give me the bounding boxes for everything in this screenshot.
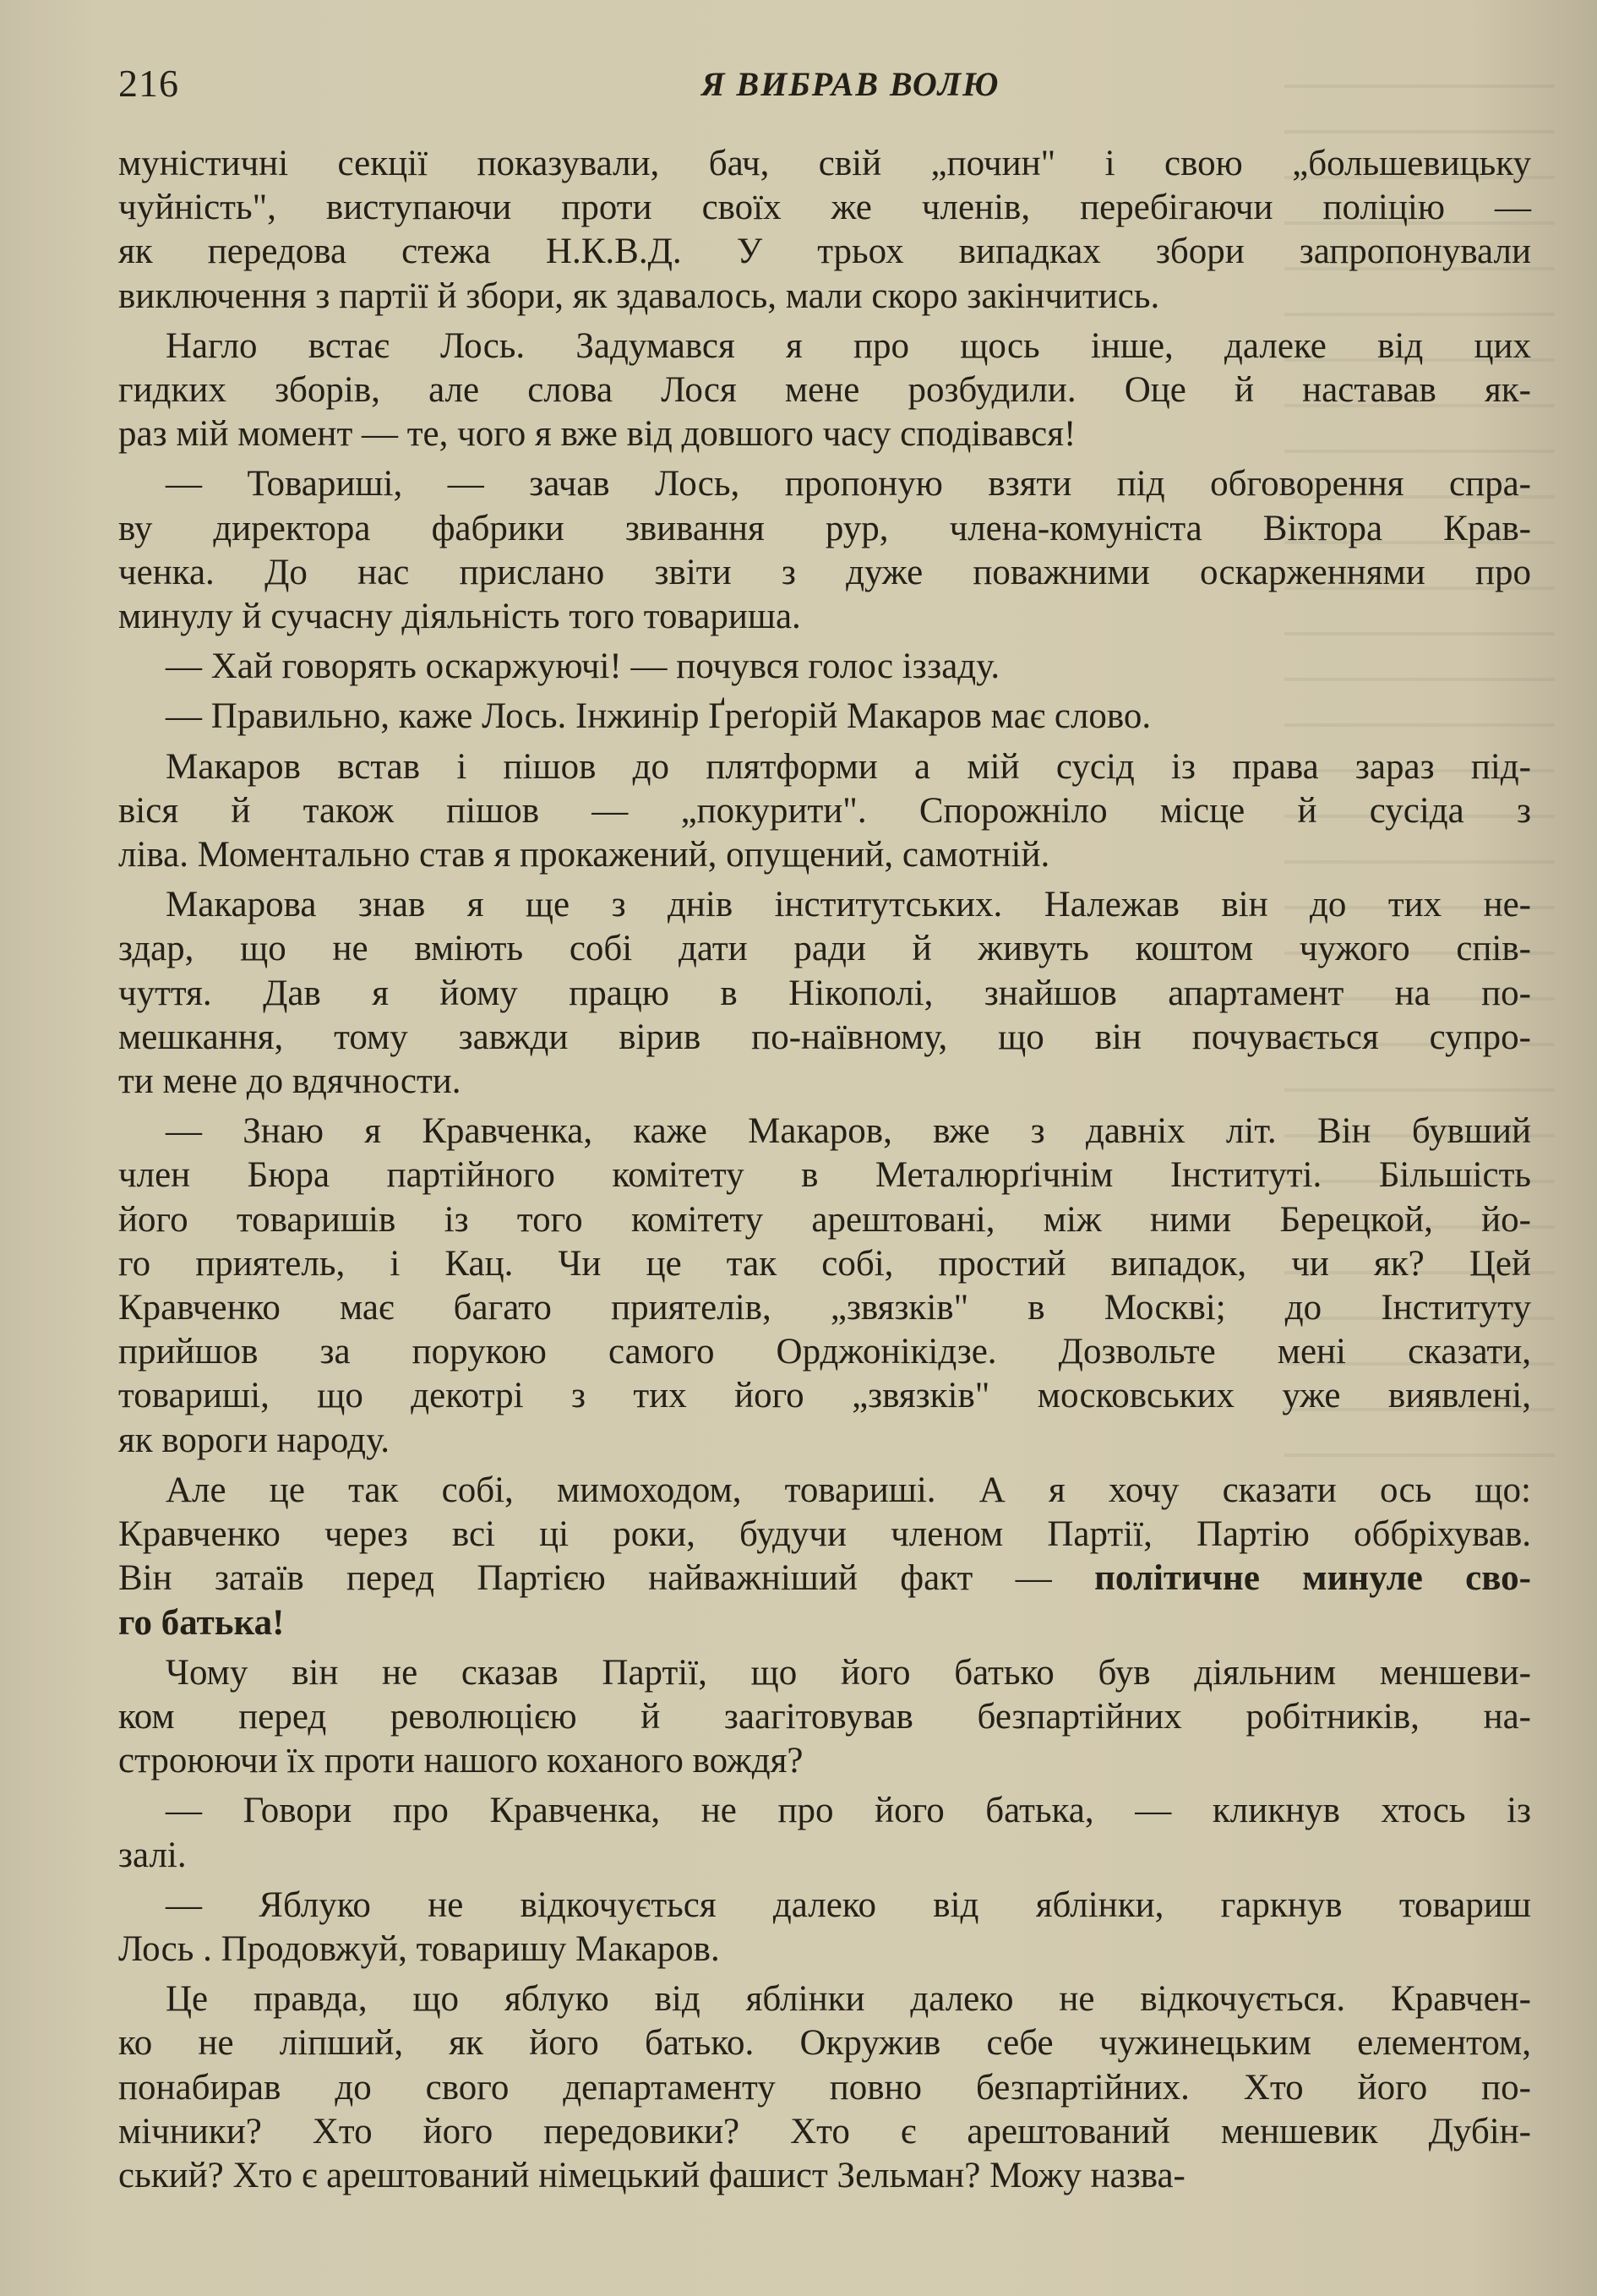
text-line: Це правда, що яблуко від яблінки далеко не відкочується. Кравчен- [166, 1979, 1531, 2020]
text-line: ко не ліпший, як його батько. Окружив себе чужинецьким елементом, [118, 2023, 1531, 2064]
text-line: — Товариші, — зачав Лось, пропоную взяти під обговорення спра- [166, 464, 1531, 504]
paragraph [118, 645, 1531, 689]
text-line: ський? Хто є арештований німецький фашист Зельман? Можу назва- [118, 2155, 1185, 2195]
text-line: чуйність", виступаючи проти своїх же членів, перебігаючи поліцію — [118, 188, 1531, 228]
text-line: Але це так собі, мимоходом, товариші. А я хочу сказати ось що: [166, 1470, 1531, 1510]
text-line: Макарова знав я ще з днів інститутських. Належав він до тих не- [166, 885, 1531, 925]
paragraph [118, 324, 1531, 457]
text-line: віся й також пішов — „покурити". Спорожніло місце й сусіда з [118, 790, 1531, 831]
text-line: здар, що не вміють собі дати ради й живуть коштом чужого спів- [118, 929, 1531, 969]
text-line: раз мій момент — те, чого я вже від довшого часу сподівався! [118, 414, 1076, 455]
text-line: Чому він не сказав Партії, що його батько був діяльним меншеви- [166, 1652, 1531, 1693]
text-line: ком перед революцією й заагітовував безпартійних робітників, на- [118, 1696, 1531, 1737]
text-line: мешкання, тому завжди вірив по-наївному, що він почувається супро- [118, 1017, 1531, 1057]
paragraph [118, 695, 1531, 739]
paragraph [118, 462, 1531, 639]
text-line: Макаров встав і пішов до плятформи а мій сусід із права зараз під- [166, 746, 1531, 787]
text-line: го батька! [118, 1602, 285, 1643]
text-line: ліва. Моментально став я прокажений, опущений, самотній. [118, 835, 1050, 875]
paragraph [118, 1469, 1531, 1645]
text-line: Нагло встає Лось. Задумався я про щось інше, далеке від цих [166, 325, 1531, 366]
text-line: муністичні секції показували, бач, свій „почин" і свою „большевицьку [118, 144, 1531, 183]
body-text [118, 142, 1531, 2204]
paragraph [118, 1110, 1531, 1463]
text-line: прийшов за порукою самого Орджонікідзе. Дозвольте мені сказати, [118, 1332, 1531, 1372]
text-line: строюючи їх проти нашого коханого вождя? [118, 1741, 804, 1781]
text-line: член Бюра партійного комітету в Металюрґічнім Інституті. Більшість [118, 1155, 1531, 1196]
text-line: — Знаю я Кравченка, каже Макаров, вже з давніх літ. Він бувший [166, 1111, 1531, 1152]
text-line: ву директора фабрики звивання рур, члена-комуніста Віктора Крав- [118, 508, 1531, 548]
emphasis: політичне минуле сво- [1094, 1558, 1531, 1599]
text-line: товариші, що декотрі з тих його „звязків" московських уже виявлені, [118, 1376, 1531, 1416]
text-line: як вороги народу. [118, 1420, 390, 1460]
paragraph [118, 142, 1531, 319]
text-line: — Яблуко не відкочується далеко від яблінки, гаркнув товариш [166, 1884, 1531, 1925]
text-line: мічники? Хто його передовики? Хто є арештований меншевик Дубін- [118, 2111, 1531, 2151]
text-line: ти мене до вдячности. [118, 1061, 461, 1102]
text-line: ченка. До нас прислано звіти з дуже поважними оскарженнями про [118, 552, 1531, 592]
text-line: Лось . Продовжуй, товаришу Макаров. [118, 1928, 720, 1969]
text-line: — Хай говорять оскаржуючі! — почувся голос іззаду. [166, 646, 1000, 687]
paragraph [118, 1977, 1531, 2198]
paragraph [118, 1651, 1531, 1784]
text-line: понабирав до свого департаменту повно безпартійних. Хто його по- [118, 2067, 1531, 2108]
text-line: — Говори про Кравченка, не про його батька, — кликнув хтось із [166, 1791, 1531, 1831]
paragraph [118, 1789, 1531, 1877]
paragraph [118, 745, 1531, 878]
text-line: Кравченко має багато приятелів, „звязків" в Москві; до Інституту [118, 1288, 1531, 1328]
paragraph [118, 883, 1531, 1104]
text-line: го приятель, і Кац. Чи це так собі, простий випадок, чи як? Цей [118, 1243, 1531, 1284]
paragraph [118, 1884, 1531, 1972]
text-line: його товаришів із того комітету арештовані, між ними Берецкой, йо- [118, 1199, 1531, 1240]
text-line: гидких зборів, але слова Лося мене розбудили. Оце й наставав як- [118, 370, 1531, 411]
running-title: Я ВИБРАВ ВОЛЮ [701, 65, 1000, 103]
page-header [118, 61, 1538, 112]
page-number: 216 [118, 62, 179, 105]
text-line: минулу й сучасну діяльність того товариша. [118, 597, 801, 637]
text-line: — Правильно, каже Лось. Інжинір Ґреґорій Макаров має слово. [166, 696, 1152, 737]
text-line: як передова стежа Н.К.В.Д. У трьох випадках збори запропонували [118, 232, 1531, 272]
text-line: Він затаїв перед Партією найважніший факт — політичне минуле сво- [118, 1558, 1531, 1599]
text-line: чуття. Дав я йому працю в Нікополі, знайшов апартамент на по- [118, 973, 1531, 1013]
text-line: залі. [118, 1835, 187, 1875]
text-line: Кравченко через всі ці роки, будучи членом Партії, Партію оббріхував. [118, 1514, 1531, 1555]
text-line: виключення з партії й збори, як здавалось, мали скоро закінчитись. [118, 275, 1160, 316]
